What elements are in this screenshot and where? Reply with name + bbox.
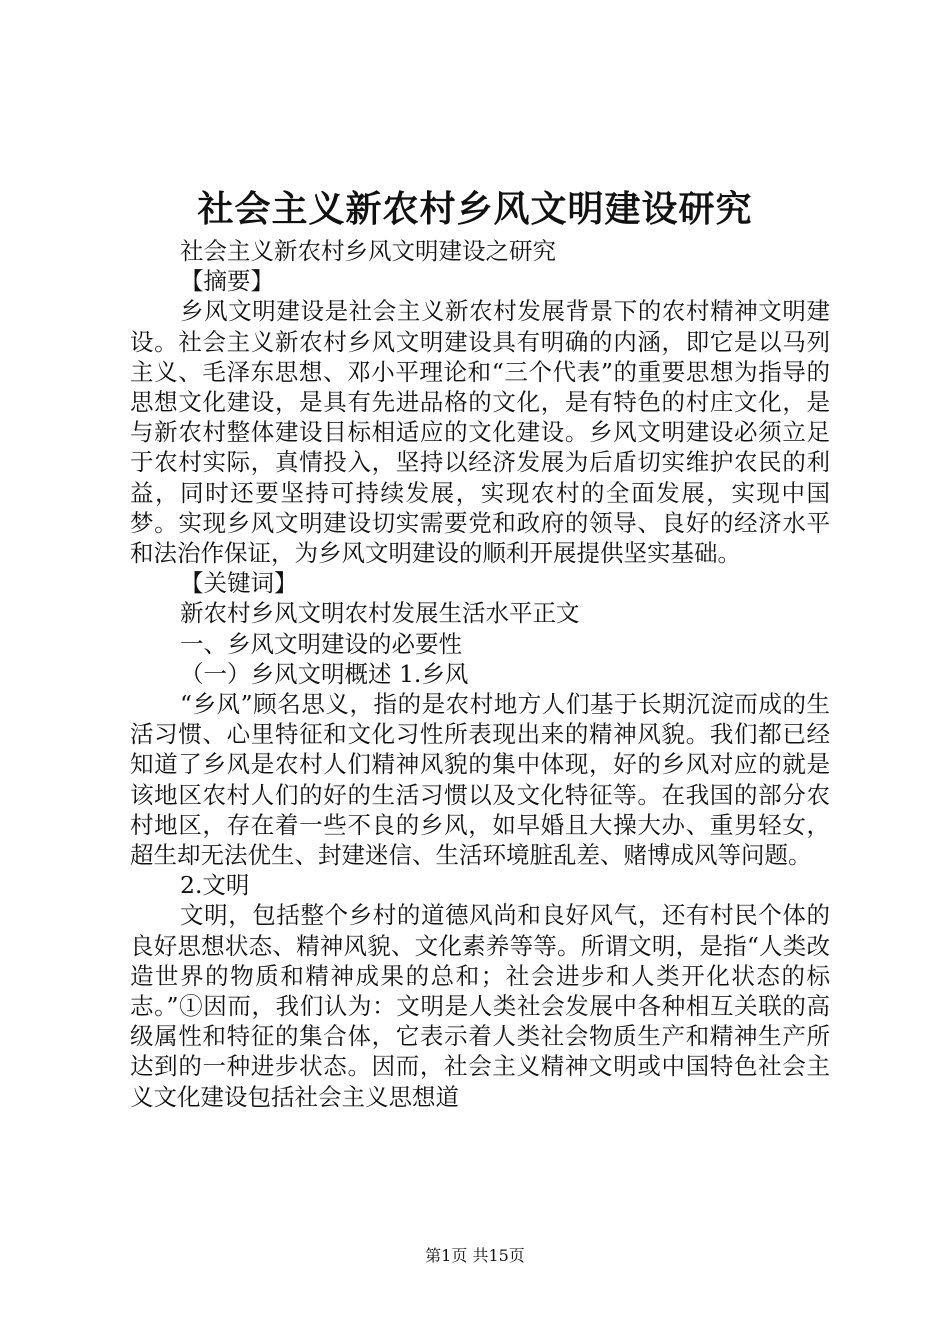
abstract-heading: 【摘要】	[180, 267, 274, 296]
wenming-paragraph: 文明，包括整个乡村的道德风尚和良好风气，还有村民个体的良好思想状态、精神风貌、文化素养等等。所谓文明，是指“人类改造世界的物质和精神成果的总和；社会进步和人类开化状态的标志。”①因而，我们认为：文明是人类社会发展中各种相互关联的高级属性和特征的集合体，它表示着人类社会物质生产和精神生产所达到的一种进步状态。因而，社会主义精神文明或中国特色社会主义文化建设包括社会主义思想道	[130, 901, 830, 1111]
keywords-text: 新农村乡风文明农村发展生活水平正文	[180, 599, 580, 628]
subsection-heading: （一）乡风文明概述 1.乡风	[180, 659, 469, 688]
page-number-footer: 第1页 共15页	[425, 1246, 525, 1265]
document-subtitle: 社会主义新农村乡风文明建设之研究	[180, 237, 556, 265]
document-title: 社会主义新农村乡风文明建设研究	[197, 188, 753, 230]
keywords-heading: 【关键词】	[180, 569, 298, 598]
xiangfeng-paragraph: “乡风”顾名思义，指的是农村地方人们基于长期沉淀而成的生活习惯、心里特征和文化习性所表现出来的精神风貌。我们都已经知道了乡风是农村人们精神风貌的集中体现，好的乡风对应的就是该地区农村人们的好的生活习惯以及文化特征等。在我国的部分农村地区，存在着一些不良的乡风，如早婚且大操大办、重男轻女，超生却无法优生、封建迷信、生活环境脏乱差、赌博成风等问题。	[130, 690, 830, 870]
item-heading: 2.文明	[180, 871, 250, 900]
abstract-paragraph: 乡风文明建设是社会主义新农村发展背景下的农村精神文明建设。社会主义新农村乡风文明建设具有明确的内涵，即它是以马列主义、毛泽东思想、邓小平理论和“三个代表”的重要思想为指导的思想文化建设，是具有先进品格的文化，是有特色的村庄文化，是与新农村整体建设目标相适应的文化建设。乡风文明建设必须立足于农村实际，真情投入，坚持以经济发展为后盾切实维护农民的利益，同时还要坚持可持续发展，实现农村的全面发展，实现中国梦。实现乡风文明建设切实需要党和政府的领导、良好的经济水平和法治作保证，为乡风文明建设的顺利开展提供坚实基础。	[130, 297, 830, 568]
section-heading: 一、乡风文明建设的必要性	[180, 629, 462, 658]
document-body	[130, 236, 830, 1112]
